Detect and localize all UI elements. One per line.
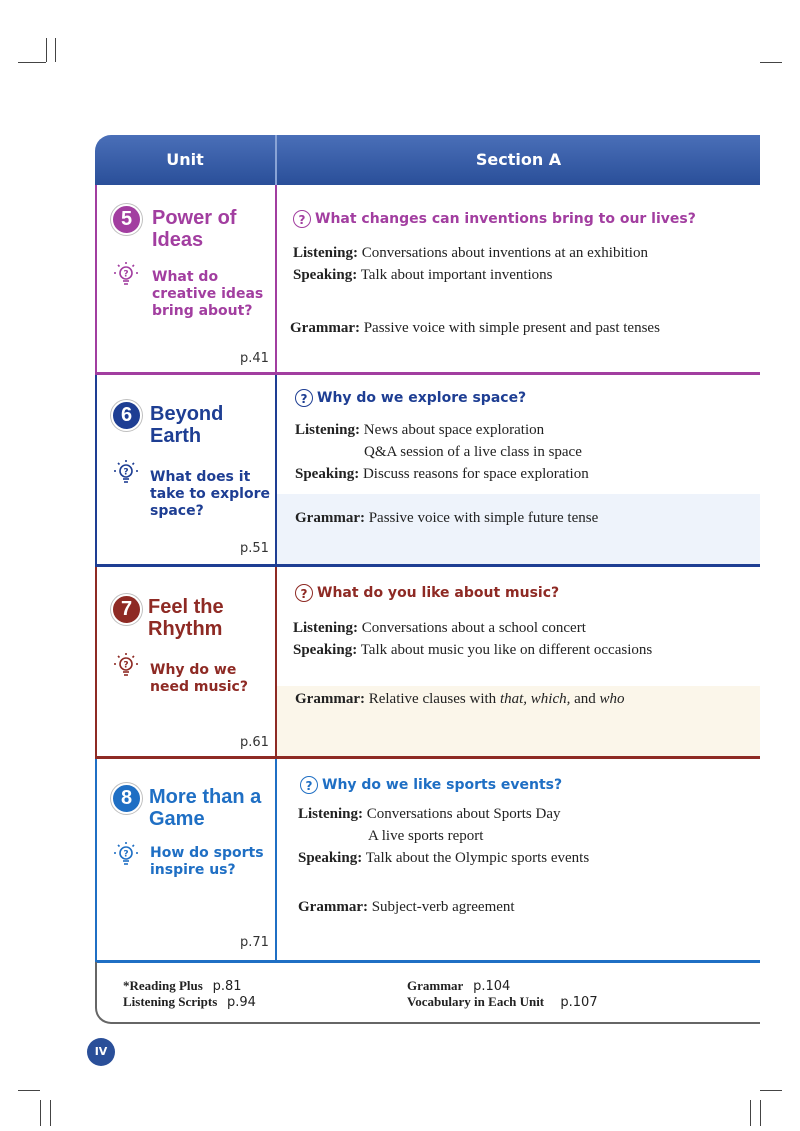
unit-title — [148, 596, 224, 640]
speaking-text: Talk about important inventions — [360, 267, 553, 283]
section-question-text: Why do we explore space? — [317, 390, 527, 406]
unit-row-8 — [95, 759, 760, 963]
speaking-label: Speaking: — [293, 267, 358, 283]
unit-row-7 — [95, 567, 760, 759]
unit-row-6 — [95, 375, 760, 567]
listening-line — [293, 245, 648, 262]
grammar-text: Relative clauses with — [368, 691, 500, 707]
section-question-text: Why do we like sports events? — [322, 777, 563, 793]
svg-text:?: ? — [123, 269, 129, 280]
footer-vocabulary — [407, 994, 598, 1010]
speaking-text: Talk about music you like on different occasions — [360, 642, 653, 658]
section-question — [293, 210, 696, 228]
lightbulb-question-icon — [113, 841, 139, 867]
listening-label: Listening: — [298, 806, 364, 822]
listening-line — [293, 620, 586, 637]
grammar-text: Passive voice with simple future tense — [368, 510, 599, 526]
question-icon: ? — [293, 210, 311, 228]
listening-label: Listening: — [295, 422, 361, 438]
question-line: What does it — [150, 469, 251, 485]
unit-cell — [95, 375, 277, 567]
grammar-label: Grammar: — [290, 320, 360, 336]
page-number-badge: IV — [87, 1038, 115, 1066]
grammar-italic: that, which, — [499, 691, 571, 707]
section-question-text: What changes can inventions bring to our lives? — [315, 211, 696, 227]
footer-reading-plus — [123, 978, 242, 994]
crop-mark — [750, 1100, 751, 1126]
unit-big-question — [152, 269, 263, 320]
crop-mark — [760, 1090, 782, 1091]
unit-title-line: Feel the — [148, 596, 224, 618]
grammar-line — [295, 691, 625, 708]
unit-column-header: Unit — [166, 150, 204, 169]
grammar-label: Grammar: — [295, 691, 365, 707]
lightbulb-question-icon — [113, 459, 139, 485]
crop-mark — [55, 38, 56, 62]
grammar-line — [298, 899, 515, 916]
footer-label: Grammar — [407, 978, 464, 993]
crop-mark — [18, 62, 46, 63]
unit-big-question — [150, 469, 270, 520]
listening-text: News about space exploration — [363, 422, 545, 438]
unit-title-line: Power of — [152, 207, 237, 229]
table-header — [95, 135, 760, 185]
svg-text:?: ? — [123, 660, 129, 671]
question-line: bring about? — [152, 303, 253, 319]
svg-text:?: ? — [123, 467, 129, 478]
question-icon: ? — [295, 584, 313, 602]
question-line: Why do we — [150, 662, 237, 678]
unit-page-ref: p.41 — [240, 351, 269, 366]
grammar-italic: who — [599, 691, 625, 707]
grammar-line — [295, 510, 598, 527]
speaking-line — [293, 642, 652, 659]
question-icon: ? — [295, 389, 313, 407]
lightbulb-question-icon — [113, 652, 139, 678]
unit-cell — [95, 567, 277, 759]
listening-line — [295, 422, 544, 439]
section-question — [300, 776, 562, 794]
grammar-text: and — [570, 691, 600, 707]
unit-number-badge: 6 — [111, 400, 142, 431]
question-icon: ? — [300, 776, 318, 794]
footer-listening-scripts — [123, 994, 256, 1010]
footer-page: p.107 — [560, 995, 598, 1010]
lightbulb-question-icon — [113, 261, 139, 287]
listening-label: Listening: — [293, 245, 359, 261]
grammar-label: Grammar: — [298, 899, 368, 915]
unit-page-ref: p.51 — [240, 541, 269, 556]
unit-page-ref: p.71 — [240, 935, 269, 950]
unit-cell — [95, 759, 277, 963]
section-question — [295, 584, 559, 602]
speaking-label: Speaking: — [298, 850, 363, 866]
crop-mark — [18, 1090, 40, 1091]
listening-line — [298, 806, 561, 823]
speaking-text: Talk about the Olympic sports events — [365, 850, 590, 866]
speaking-label: Speaking: — [293, 642, 358, 658]
unit-title — [152, 207, 236, 251]
grammar-text: Subject-verb agreement — [371, 899, 515, 915]
unit-number-badge: 7 — [111, 594, 142, 625]
unit-page-ref: p.61 — [240, 735, 269, 750]
unit-title-line: Beyond — [150, 403, 224, 425]
question-line: What do — [152, 269, 219, 285]
footer-grammar — [407, 978, 510, 994]
question-line: creative ideas — [152, 286, 264, 302]
crop-mark — [46, 38, 47, 62]
unit-big-question — [150, 662, 248, 696]
unit-title-line: More than a — [149, 786, 262, 808]
unit-title-line: Ideas — [152, 229, 204, 251]
listening-label: Listening: — [293, 620, 359, 636]
speaking-text: Discuss reasons for space exploration — [362, 466, 589, 482]
question-line: need music? — [150, 679, 248, 695]
section-cell — [277, 759, 760, 963]
grammar-label: Grammar: — [295, 510, 365, 526]
speaking-line — [293, 267, 553, 284]
footer-page: p.94 — [227, 995, 256, 1010]
speaking-line — [298, 850, 589, 867]
listening-text: Conversations about inventions at an exhibition — [361, 245, 648, 261]
section-question — [295, 389, 526, 407]
listening-line-2: Q&A session of a live class in space — [364, 444, 582, 460]
crop-mark — [760, 1100, 761, 1126]
footer-page: p.104 — [473, 979, 511, 994]
section-cell — [277, 567, 760, 759]
footer-page: p.81 — [212, 979, 242, 994]
listening-text: Conversations about Sports Day — [366, 806, 561, 822]
question-line: How do sports — [150, 845, 264, 861]
section-cell — [277, 375, 760, 567]
footer-label: *Reading Plus — [123, 978, 203, 993]
listening-text: Conversations about a school concert — [361, 620, 586, 636]
section-cell — [277, 185, 760, 375]
speaking-label: Speaking: — [295, 466, 360, 482]
unit-row-5 — [95, 185, 760, 375]
unit-number-badge: 8 — [111, 783, 142, 814]
question-line: take to explore — [150, 486, 270, 502]
footer-label: Vocabulary in Each Unit — [407, 994, 545, 1009]
unit-number-badge: 5 — [111, 204, 142, 235]
question-line: space? — [150, 503, 204, 519]
unit-cell — [95, 185, 277, 375]
listening-line-2: A live sports report — [368, 828, 484, 844]
unit-big-question — [150, 845, 264, 879]
grammar-line — [290, 320, 660, 337]
grammar-text: Passive voice with simple present and past tenses — [363, 320, 660, 336]
crop-mark — [50, 1100, 51, 1126]
footer-box — [95, 962, 760, 1024]
section-question-text: What do you like about music? — [317, 585, 560, 601]
unit-title — [150, 403, 223, 447]
unit-title-line: Game — [149, 808, 205, 830]
crop-mark — [760, 62, 782, 63]
unit-title-line: Earth — [150, 425, 202, 447]
crop-mark — [40, 1100, 41, 1126]
unit-title — [149, 786, 261, 830]
section-column-header: Section A — [475, 150, 562, 169]
unit-title-line: Rhythm — [148, 618, 223, 640]
footer-label: Listening Scripts — [123, 994, 218, 1009]
question-line: inspire us? — [150, 862, 236, 878]
svg-text:?: ? — [123, 849, 129, 860]
speaking-line — [295, 466, 589, 483]
